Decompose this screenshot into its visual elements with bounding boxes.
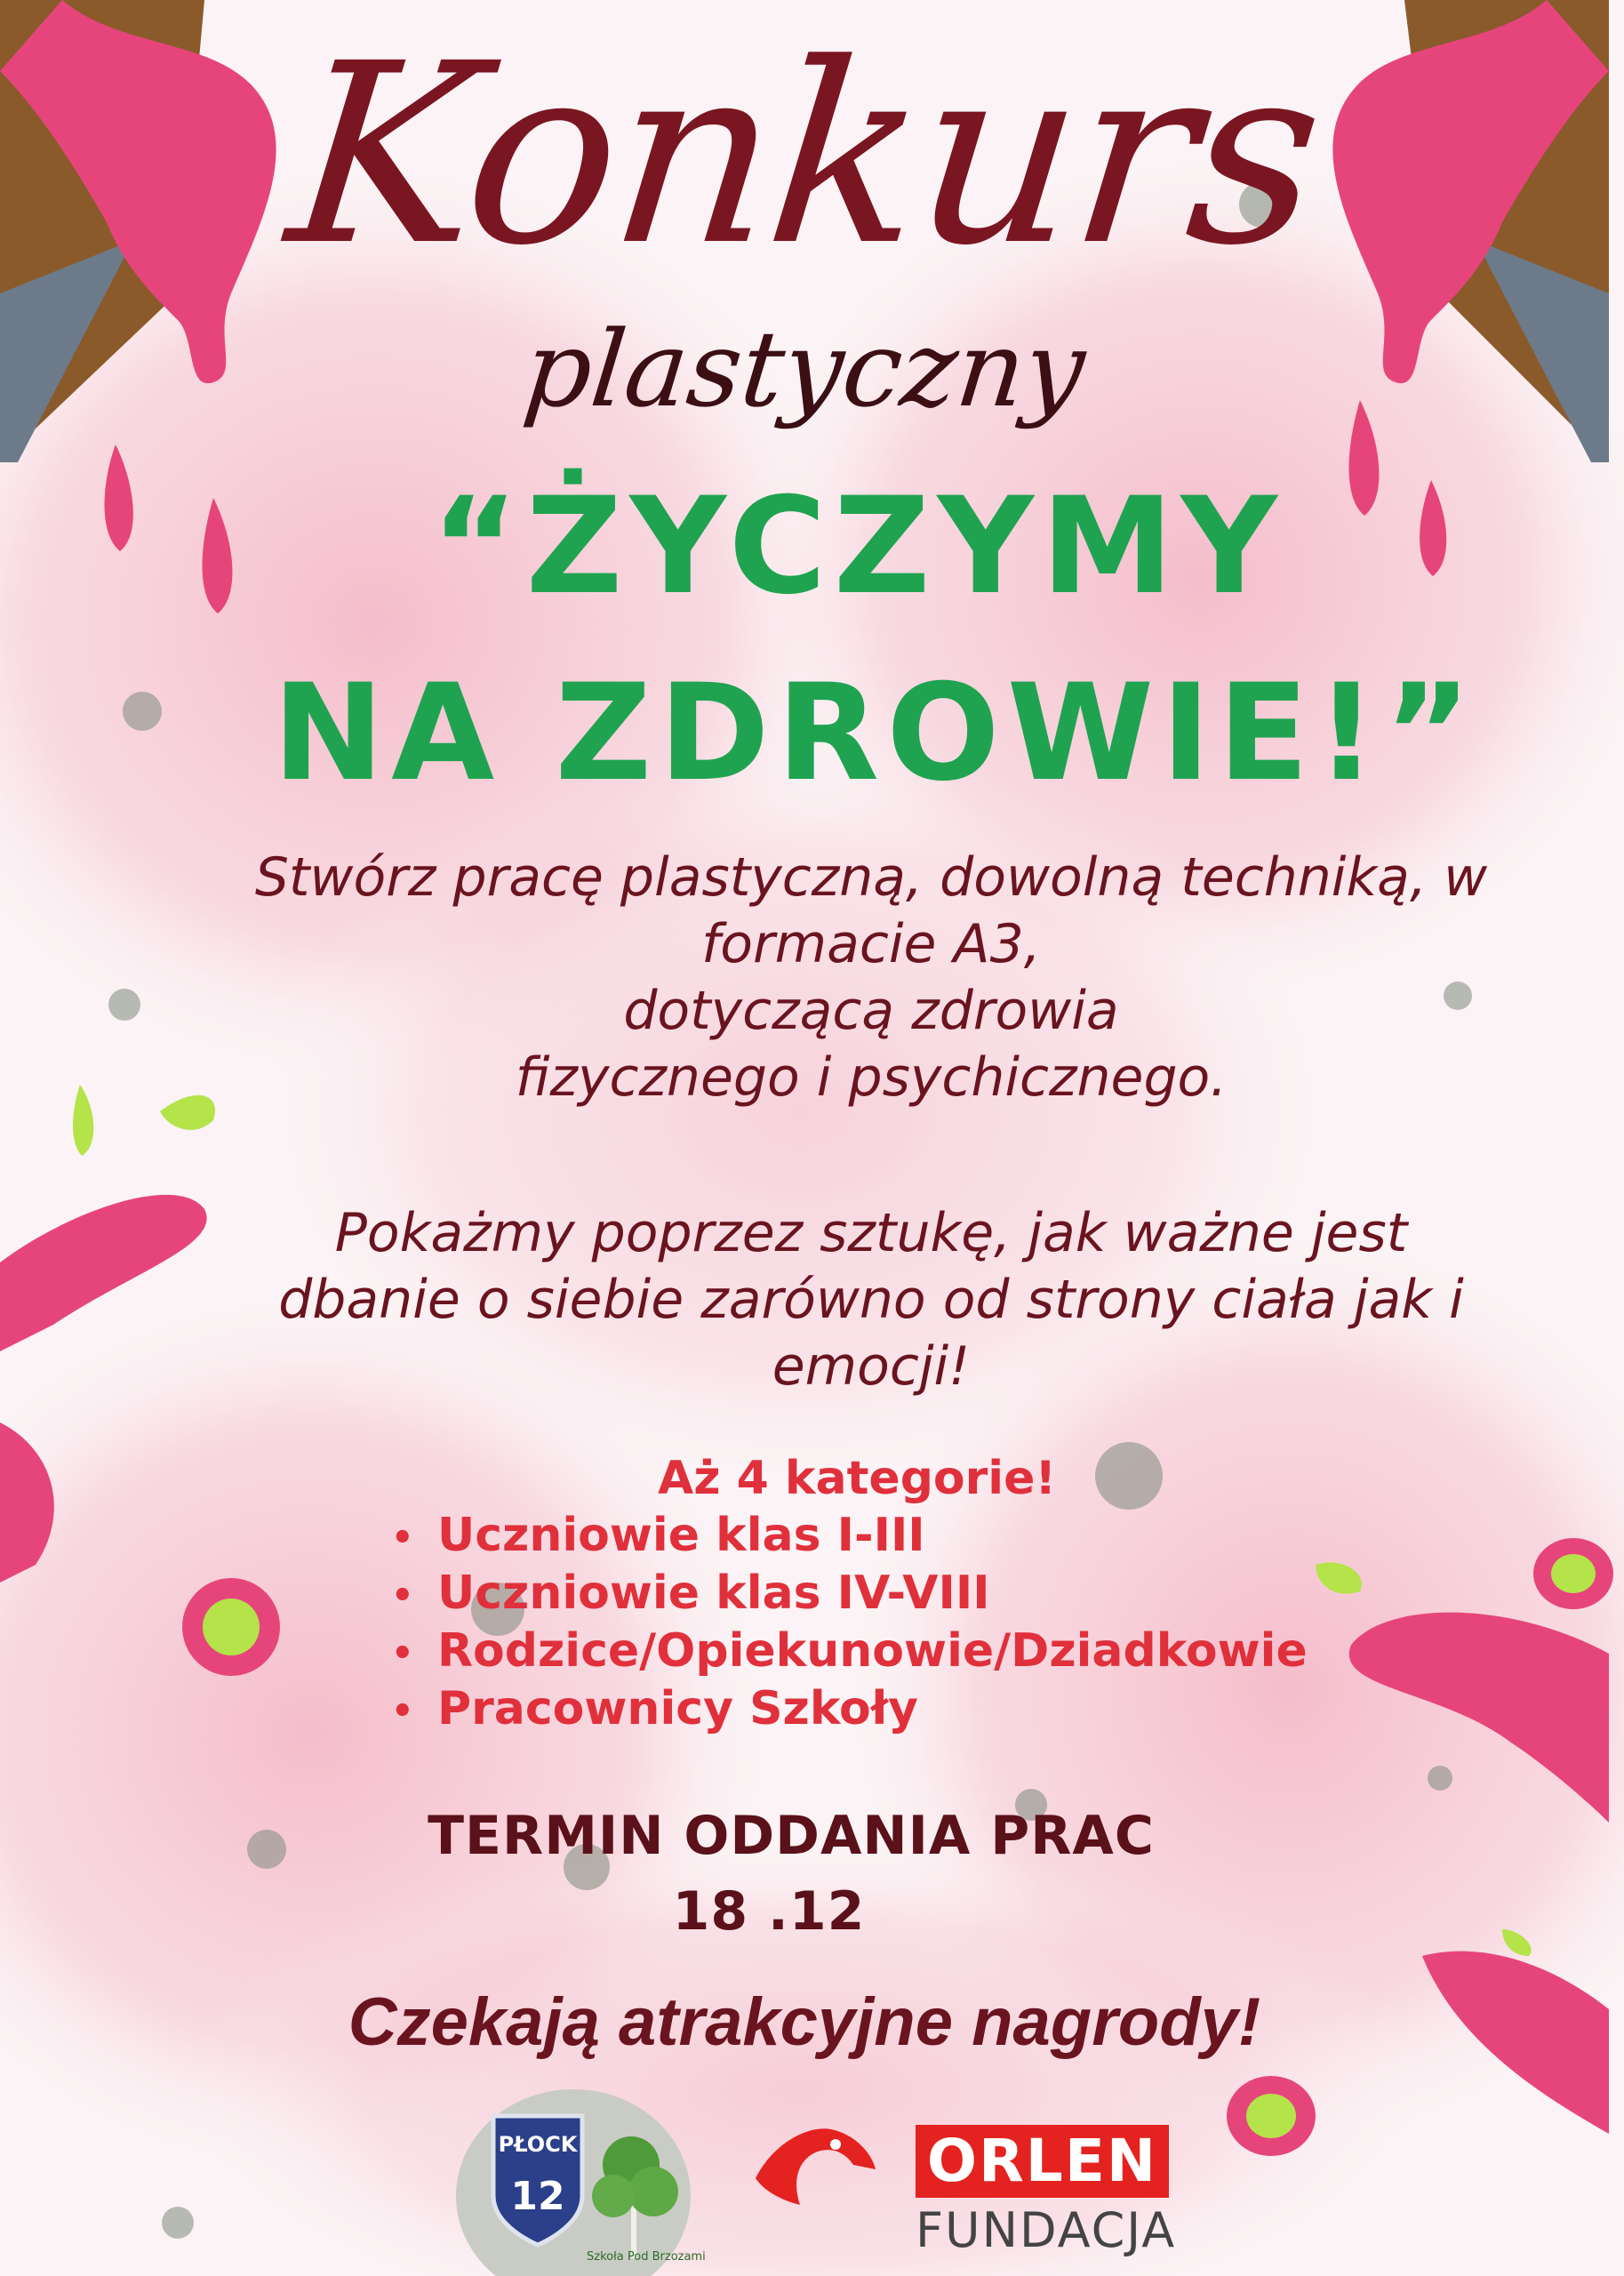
- categories-list: [391, 1508, 1308, 1739]
- fundacja-text: FUNDACJA: [916, 2202, 1177, 2258]
- bullet-icon: •: [391, 1633, 414, 1674]
- description-block-2: [124, 1200, 1618, 1400]
- list-item: • Uczniowie klas I-III: [391, 1508, 1308, 1566]
- description-line: Stwórz pracę plastyczną, dowolną techniką, w: [254, 846, 1488, 909]
- school-city: PŁOCK: [498, 2132, 578, 2157]
- slogan-line-2: NA ZDROWIE!”: [272, 656, 1479, 811]
- title-konkurs: Konkurs: [277, 11, 1332, 301]
- description-line: dotyczącą zdrowia: [623, 980, 1119, 1042]
- categories-heading: Aż 4 kategorie!: [658, 1452, 1057, 1505]
- deadline-date: 18 .12: [672, 1880, 866, 1943]
- description-line: Pokażmy poprzez sztukę, jak ważne jest: [334, 1202, 1408, 1264]
- school-logo: [453, 2098, 706, 2267]
- deadline-label: TERMIN ODDANIA PRAC: [428, 1805, 1155, 1867]
- school-number: 12: [510, 2174, 565, 2219]
- bullet-icon: •: [391, 1691, 414, 1732]
- list-item: • Uczniowie klas IV-VIII: [391, 1566, 1308, 1623]
- title-plastyczny: plastyczny: [518, 308, 1091, 430]
- list-item: • Rodzice/Opiekunowie/Dziadkowie: [391, 1623, 1308, 1681]
- description-line: formacie A3,: [701, 913, 1041, 975]
- bullet-icon: •: [391, 1575, 414, 1616]
- orlen-wordmark: ORLEN: [916, 2125, 1169, 2198]
- bullet-icon: •: [391, 1518, 414, 1559]
- description-line: fizycznego i psychicznego.: [515, 1046, 1228, 1109]
- description-line: dbanie o siebie zarówno od strony ciała jak i: [278, 1269, 1464, 1331]
- list-item: • Pracownicy Szkoły: [391, 1681, 1308, 1739]
- slogan-line-1: “ŻYCZYMY: [431, 469, 1284, 624]
- description-line: emocji!: [772, 1335, 971, 1398]
- school-name: Szkoła Pod Brzozami: [587, 2250, 706, 2264]
- prizes-text: Czekają atrakcyjne nagrody!: [348, 1984, 1261, 2060]
- orlen-bird-icon: [747, 2116, 880, 2214]
- description-block-1: [124, 845, 1618, 1111]
